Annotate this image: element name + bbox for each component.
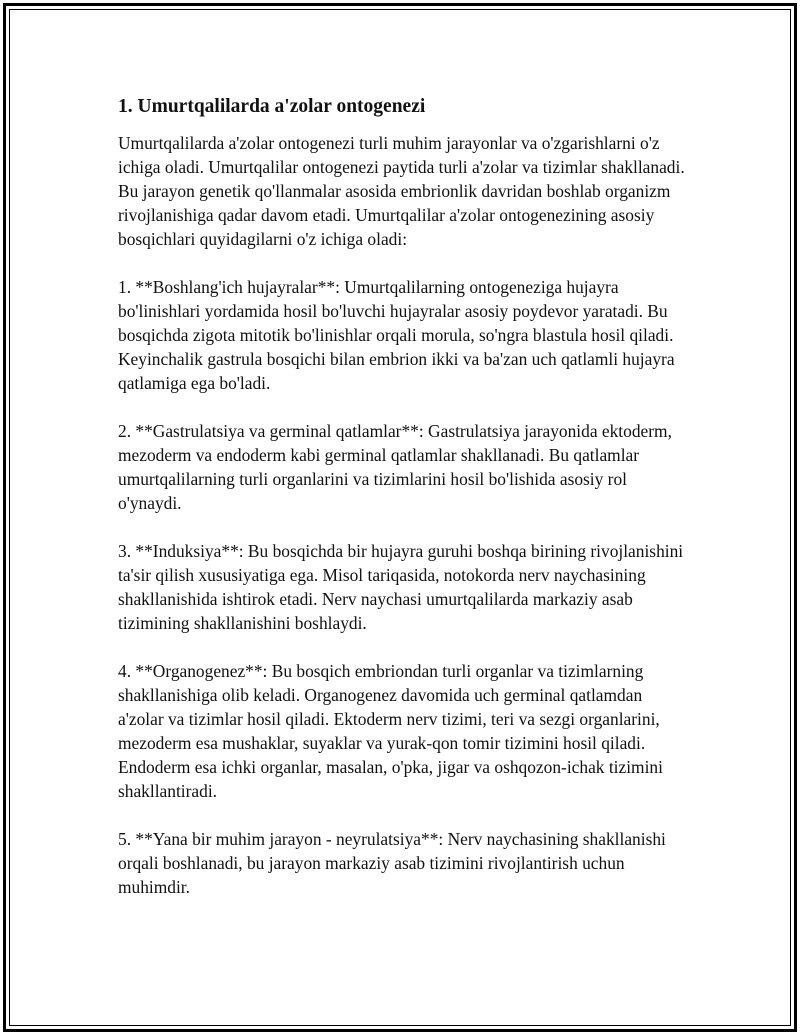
paragraph-boshlangich-hujayralar: 1. **Boshlang'ich hujayralar**: Umurtqalilarning ontogeneziga hujayra bo'linishlari yordamida hosil bo'luvchi hujayralar asosiy poydevor yaratadi. Bu bosqichda zigota mitotik bo'linishlar orqali morula, so'ngra blastula hosil qiladi. Keyinchalik gastrula bosqichi bilan embrion ikki va ba'zan uch qatlamli hujayra qatlamiga ega bo'ladi. (118, 276, 675, 394)
intro-paragraph: Umurtqalilarda a'zolar ontogenezi turli muhim jarayonlar va o'zgarishlarni o'z ichiga oladi. Umurtqalilar ontogenezi paytida turli a'zolar va tizimlar shakllanadi. Bu jarayon genetik qo'llanmalar asosida embrionlik davridan boshlab organizm rivojlanishiga qadar davom etadi. Umurtqalilar a'zolar ontogenezining asosiy bosqichlari quyidagilarni o'z ichiga oladi: (118, 133, 685, 250)
paragraph-neyrulatsiya: 5. **Yana bir muhim jarayon - neyrulatsiya**: Nerv naychasining shakllanishi orqali boshlanadi, bu jarayon markaziy asab tizimini rivojlantirish uchun muhimdir. (118, 828, 666, 897)
paragraph-induksiya: 3. **Induksiya**: Bu bosqichda bir hujayra guruhi boshqa birining rivojlanishini ta'sir qilish xususiyatiga ega. Misol tariqasida, notokorda nerv naychasining shakllanishida ishtirok etadi. Nerv naychasi umurtqalilarda markaziy asab tizimining shakllanishini boshlaydi. (118, 540, 684, 634)
paragraph-organogenez: 4. **Organogenez**: Bu bosqich embriondan turli organlar va tizimlarning shakllanishiga olib keladi. Organogenez davomida uch germinal qatlamdan a'zolar va tizimlar hosil qiladi. Ektoderm nerv tizimi, teri va sezgi organlarini, mezoderm esa mushaklar, suyaklar va yurak-qon tomir tizimini hosil qiladi. Endoderm esa ichki organlar, masalan, o'pka, jigar va oshqozon-ichak tizimini shakllantiradi. (118, 660, 663, 802)
document-title: 1. Umurtqalilarda a'zolar ontogenezi (118, 96, 426, 117)
document-body (118, 94, 688, 899)
paragraph-gastrulatsiya: 2. **Gastrulatsiya va germinal qatlamlar**: Gastrulatsiya jarayonida ektoderm, mezoderm va endoderm kabi germinal qatlamlar shakllanadi. Bu qatlamlar umurtqalilarning turli organlarini va tizimlarini hosil bo'lishida asosiy rol o'ynaydi. (118, 420, 672, 514)
